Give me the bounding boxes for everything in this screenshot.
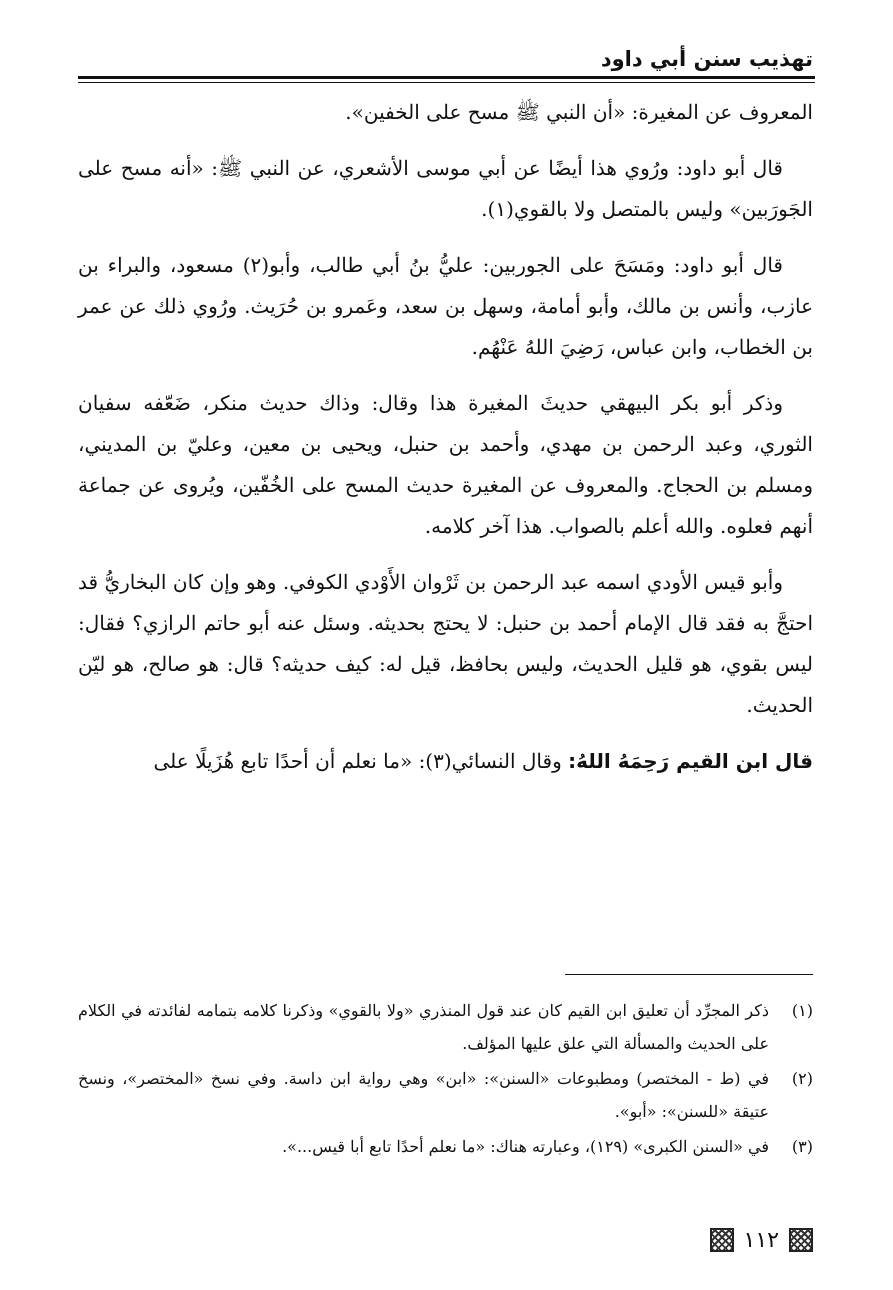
footnote-separator	[565, 974, 813, 975]
page-header	[78, 42, 815, 82]
arabesque-ornament-icon	[710, 1228, 734, 1252]
footnote-text: في (ط - المختصر) ومطبوعات «السنن»: «ابن» وهي رواية ابن داسة. وفي نسخ «المختصر»، ونسخ عتيقة «للسنن»: «أبو».	[78, 1069, 769, 1121]
paragraph-2: قال أبو داود: ورُوي هذا أيضًا عن أبي موسى الأشعري، عن النبي ﷺ: «أنه مسح على الجَورَبين» وليس بالمتصل ولا بالقوي(١).	[78, 156, 813, 221]
running-title: تهذيب سنن أبي داود	[600, 47, 813, 71]
header-rule-thin	[78, 82, 815, 83]
page-number: ١١٢	[743, 1227, 779, 1253]
paragraph-4: وذكر أبو بكر البيهقي حديثَ المغيرة هذا وقال: وذاك حديث منكر، ضَعّفه سفيان الثوري، وعبد الرحمن بن مهدي، وأحمد بن حنبل، ويحيى بن معين، وعليّ بن المديني، ومسلم بن الحجاج. والمعروف عن المغيرة حديث المسح على الخُفّين، ويُروى عن جماعة أنهم فعلوه. والله أعلم بالصواب. هذا آخر كلامه.	[78, 391, 813, 538]
footnote-2	[78, 1062, 813, 1128]
page-footer	[710, 1226, 813, 1254]
footnote-number: (٣)	[791, 1137, 813, 1156]
paragraph-3: قال أبو داود: ومَسَحَ على الجوربين: عليُّ بنُ أبي طالب، وأبو(٢) مسعود، والبراء بن عازب، وأنس بن مالك، وأبو أمامة، وسهل بن سعد، وعَمرو بن حُرَيث. ورُوي ذلك عن عمر بن الخطاب، وابن عباس، رَضِيَ اللهُ عَنْهُم.	[78, 253, 813, 359]
paragraph-6-lead: قال ابن القيم رَحِمَهُ اللهُ:	[568, 749, 813, 773]
footnote-1	[78, 994, 813, 1060]
paragraph-6	[78, 741, 813, 782]
footnote-text: ذكر المجرِّد أن تعليق ابن القيم كان عند قول المنذري «ولا بالقوي» وذكرنا كلامه بتمامه لفائدته في الكلام على الحديث والمسألة التي علق عليها المؤلف.	[78, 1001, 769, 1053]
paragraph-5: وأبو قيس الأودي اسمه عبد الرحمن بن ثَرْوان الأَوْدي الكوفي. وهو وإن كان البخاريُّ قد احتجَّ به فقد قال الإمام أحمد بن حنبل: لا يحتج بحديثه. وسئل عنه أبو حاتم الرازي؟ فقال: ليس بقوي، هو قليل الحديث، وليس بحافظ، قيل له: كيف حديثه؟ قال: هو صالح، هو ليّن الحديث.	[78, 570, 813, 717]
arabesque-ornament-icon	[789, 1228, 813, 1252]
paragraph-1: المعروف عن المغيرة: «أن النبي ﷺ مسح على الخفين».	[345, 100, 813, 124]
paragraph-6-rest: وقال النسائي(٣): «ما نعلم أن أحدًا تابع هُزَيلًا على	[153, 749, 569, 773]
footnote-3	[78, 1130, 813, 1163]
footnote-number: (٢)	[791, 1069, 813, 1088]
footnote-number: (١)	[791, 1001, 813, 1020]
footnotes	[78, 994, 813, 1165]
footnote-text: في «السنن الكبرى» (١٢٩)، وعبارته هناك: «ما نعلم أحدًا تابع أبا قيس...».	[282, 1137, 769, 1156]
header-rule-thick	[78, 76, 815, 79]
main-text	[78, 92, 813, 797]
